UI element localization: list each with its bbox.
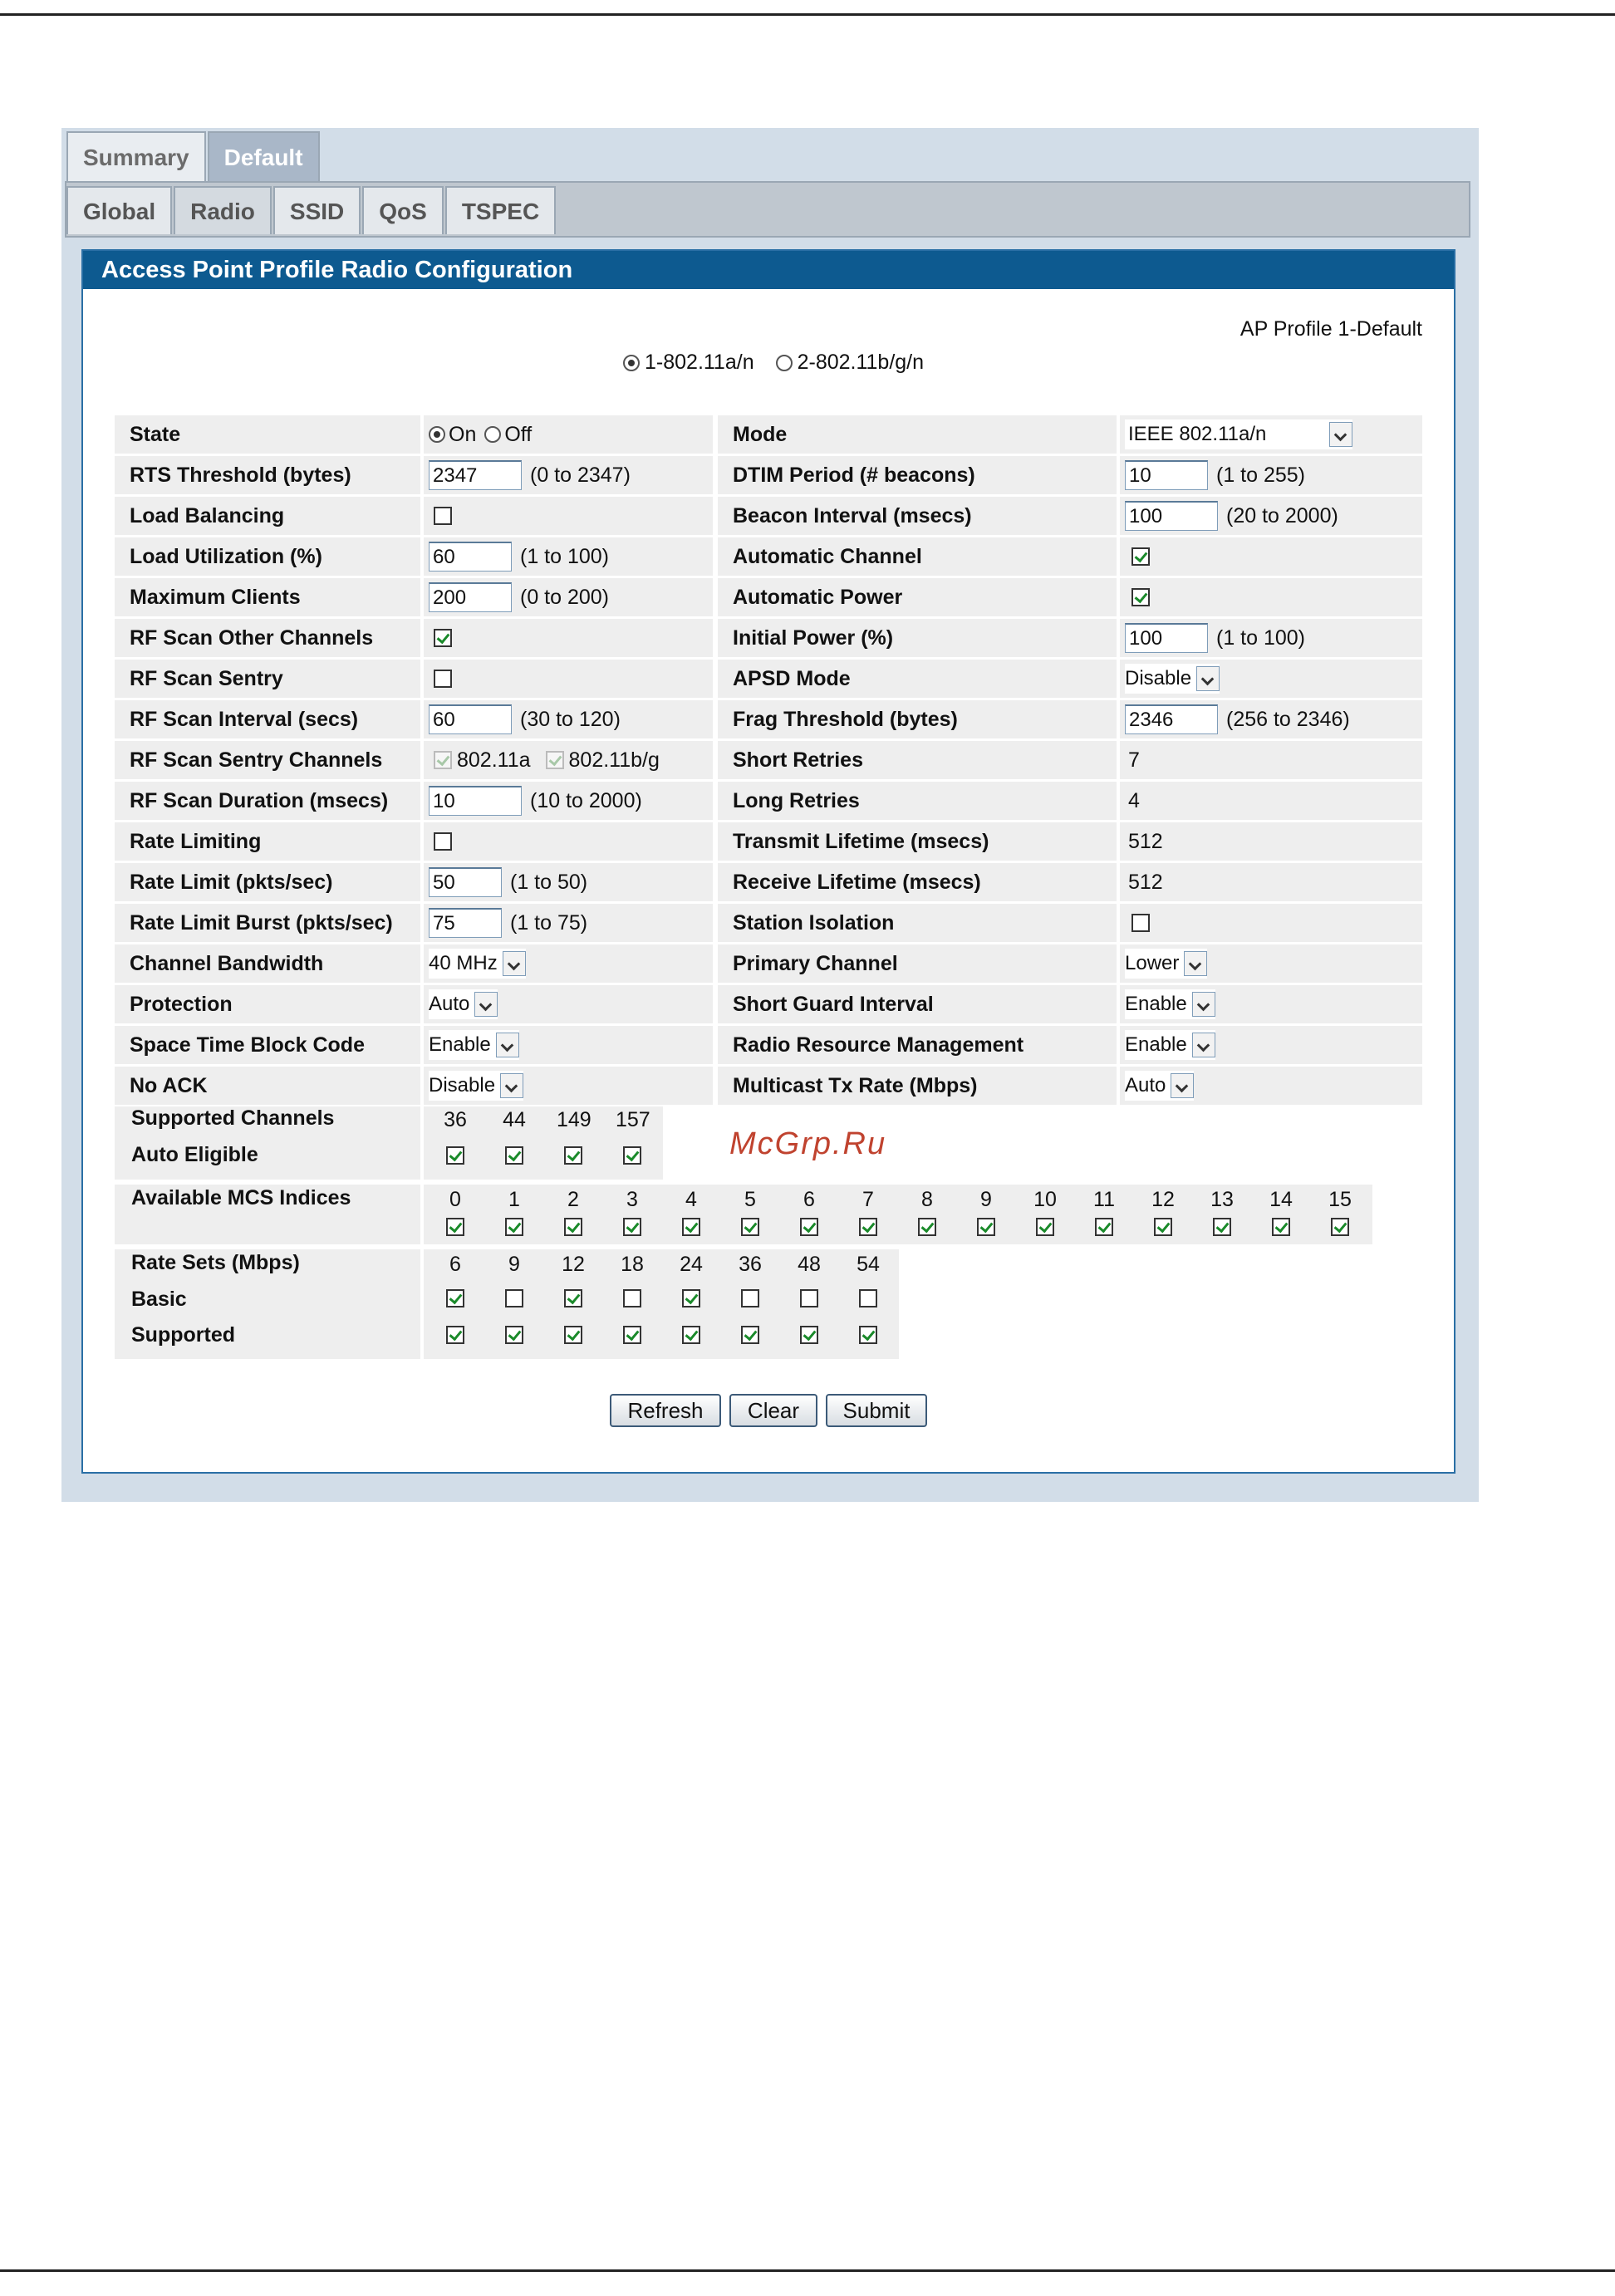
- load-utilization-label: Load Utilization (%): [115, 537, 420, 576]
- mcs-checkbox[interactable]: [800, 1218, 818, 1236]
- tab-ssid[interactable]: SSID: [273, 186, 361, 234]
- primary-channel-label: Primary Channel: [718, 944, 1117, 983]
- submit-button[interactable]: Submit: [826, 1394, 927, 1427]
- radio-interface-selector: [623, 351, 924, 375]
- station-isolation-field: [1120, 904, 1422, 942]
- rate-header: 18: [621, 1253, 644, 1276]
- mcs-header: 8: [921, 1188, 933, 1211]
- rf-scan-interval-label: RF Scan Interval (secs): [115, 700, 420, 738]
- rate-limit-range: (1 to 50): [510, 870, 588, 894]
- chevron-down-icon: [474, 992, 498, 1017]
- tab-summary[interactable]: Summary: [66, 131, 206, 181]
- mcs-header: 11: [1093, 1188, 1115, 1211]
- mcs-checkbox[interactable]: [1036, 1218, 1054, 1236]
- beacon-field: [1120, 497, 1422, 535]
- short-guard-label: Short Guard Interval: [718, 985, 1117, 1023]
- mcs-header: 13: [1210, 1188, 1234, 1211]
- rate-sets-label-box: [115, 1249, 420, 1359]
- rate-header: 6: [449, 1253, 461, 1276]
- basic-rate-checkbox[interactable]: [446, 1289, 464, 1307]
- protection-label: Protection: [115, 985, 420, 1023]
- rate-limit-field: [424, 863, 713, 901]
- mcs-header: 4: [685, 1188, 697, 1211]
- basic-rate-checkbox[interactable]: [623, 1289, 641, 1307]
- rf-scan-sentry-checkbox[interactable]: [434, 670, 452, 688]
- no-ack-field: [424, 1067, 713, 1105]
- tab-global[interactable]: Global: [66, 186, 172, 234]
- stbc-select[interactable]: [429, 1030, 519, 1060]
- channel-bandwidth-label: Channel Bandwidth: [115, 944, 420, 983]
- rrm-select[interactable]: [1125, 1030, 1215, 1060]
- mcs-header: 3: [626, 1188, 638, 1211]
- apsd-select[interactable]: [1125, 664, 1220, 694]
- tab-default[interactable]: Default: [208, 131, 320, 181]
- rx-lifetime-field: [1120, 863, 1422, 901]
- state-off-radio[interactable]: [484, 426, 501, 443]
- rate-header: 36: [739, 1253, 762, 1276]
- supported-channels-grid: [424, 1106, 663, 1180]
- mode-select[interactable]: [1125, 419, 1352, 449]
- no-ack-label: No ACK: [115, 1067, 420, 1105]
- supported-label: Supported: [131, 1323, 235, 1347]
- stbc-field: [424, 1026, 713, 1064]
- rate-limit-burst-range: (1 to 75): [510, 910, 588, 935]
- channel-bandwidth-select[interactable]: [429, 949, 526, 979]
- mcs-header: 12: [1151, 1188, 1175, 1211]
- sentry-802-11bg-checkbox[interactable]: [546, 751, 564, 769]
- chevron-down-icon: [1192, 1033, 1215, 1057]
- multicast-value: Auto: [1125, 1074, 1166, 1096]
- mcs-header: 0: [449, 1188, 461, 1211]
- rate-limit-burst-field: [424, 904, 713, 942]
- max-clients-input[interactable]: 200: [429, 582, 512, 612]
- auto-eligible-checkbox[interactable]: [623, 1146, 641, 1165]
- no-ack-value: Disable: [429, 1074, 496, 1096]
- supported-channels-label: Supported Channels: [131, 1106, 335, 1130]
- mcs-header: 2: [567, 1188, 579, 1211]
- multicast-label: Multicast Tx Rate (Mbps): [718, 1067, 1117, 1105]
- rf-scan-duration-label: RF Scan Duration (msecs): [115, 782, 420, 820]
- load-balancing-field: [424, 497, 713, 535]
- mcs-checkbox[interactable]: [446, 1218, 464, 1236]
- auto-eligible-label: Auto Eligible: [131, 1143, 258, 1166]
- basic-rate-checkbox[interactable]: [859, 1289, 877, 1307]
- tab-qos[interactable]: QoS: [362, 186, 444, 234]
- stbc-value: Enable: [429, 1033, 491, 1056]
- mcs-header: 1: [508, 1188, 520, 1211]
- mcs-checkbox[interactable]: [623, 1218, 641, 1236]
- state-on-radio[interactable]: [429, 426, 445, 443]
- max-clients-range: (0 to 200): [520, 585, 610, 609]
- panel-title: Access Point Profile Radio Configuration: [83, 251, 1454, 289]
- max-clients-field: [424, 578, 713, 616]
- auto-power-field: [1120, 578, 1422, 616]
- load-utilization-input[interactable]: 60: [429, 542, 512, 572]
- mode-label: Mode: [718, 415, 1117, 454]
- mcs-checkbox[interactable]: [1095, 1218, 1113, 1236]
- rrm-value: Enable: [1125, 1033, 1187, 1056]
- no-ack-select[interactable]: [429, 1071, 523, 1101]
- short-retries-value: 7: [1128, 748, 1140, 772]
- frag-label: Frag Threshold (bytes): [718, 700, 1117, 738]
- rate-sets-label: Rate Sets (Mbps): [131, 1251, 300, 1274]
- tx-lifetime-value: 512: [1128, 829, 1163, 853]
- mcs-header: 10: [1033, 1188, 1057, 1211]
- rate-limit-burst-label: Rate Limit Burst (pkts/sec): [115, 904, 420, 942]
- initial-power-field: [1120, 619, 1422, 657]
- chevron-down-icon: [503, 951, 526, 976]
- rx-lifetime-value: 512: [1128, 870, 1163, 894]
- rts-label: RTS Threshold (bytes): [115, 456, 420, 494]
- mcs-checkbox[interactable]: [505, 1218, 523, 1236]
- mcs-header: 7: [862, 1188, 874, 1211]
- multicast-field: [1120, 1067, 1422, 1105]
- rts-field: [424, 456, 713, 494]
- rf-scan-sentry-channels-label: RF Scan Sentry Channels: [115, 741, 420, 779]
- frag-range: (256 to 2346): [1226, 707, 1350, 731]
- rx-lifetime-label: Receive Lifetime (msecs): [718, 863, 1117, 901]
- primary-channel-select[interactable]: [1125, 949, 1207, 979]
- channel-bandwidth-field: [424, 944, 713, 983]
- auto-channel-field: [1120, 537, 1422, 576]
- mcs-checkbox[interactable]: [1154, 1218, 1172, 1236]
- mcs-checkbox[interactable]: [977, 1218, 995, 1236]
- primary-channel-value: Lower: [1125, 952, 1180, 974]
- radio-2-label: 2-802.11b/g/n: [797, 351, 925, 374]
- apsd-label: APSD Mode: [718, 660, 1117, 698]
- basic-rate-checkbox[interactable]: [564, 1289, 582, 1307]
- state-field: [424, 415, 713, 454]
- protection-value: Auto: [429, 993, 470, 1015]
- chevron-down-icon: [1192, 992, 1215, 1017]
- state-off-label: Off: [504, 422, 533, 446]
- supported-rate-checkbox[interactable]: [564, 1326, 582, 1344]
- rts-input[interactable]: 2347: [429, 460, 522, 490]
- watermark: McGrp.Ru: [729, 1126, 887, 1161]
- tab-tspec[interactable]: TSPEC: [445, 186, 556, 234]
- rate-header: 24: [680, 1253, 703, 1276]
- rate-sets-grid: [424, 1249, 899, 1359]
- clear-button[interactable]: Clear: [729, 1394, 817, 1427]
- channel-header: 44: [503, 1108, 526, 1131]
- rrm-field: [1120, 1026, 1422, 1064]
- bottom-rule: [0, 2269, 1615, 2272]
- sentry-802-11a-label: 802.11a: [457, 748, 531, 772]
- rate-limiting-field: [424, 822, 713, 861]
- auto-eligible-checkbox[interactable]: [505, 1146, 523, 1165]
- rts-range: (0 to 2347): [530, 463, 631, 487]
- mcs-header: 6: [803, 1188, 815, 1211]
- basic-rate-checkbox[interactable]: [800, 1289, 818, 1307]
- rf-scan-sentry-label: RF Scan Sentry: [115, 660, 420, 698]
- supported-channels-label-box: [115, 1106, 420, 1180]
- load-balancing-checkbox[interactable]: [434, 507, 452, 525]
- mcs-header: 5: [744, 1188, 756, 1211]
- refresh-button[interactable]: Refresh: [610, 1394, 721, 1427]
- supported-rate-checkbox[interactable]: [859, 1326, 877, 1344]
- basic-label: Basic: [131, 1288, 187, 1311]
- load-utilization-field: [424, 537, 713, 576]
- mcs-checkbox[interactable]: [1272, 1218, 1290, 1236]
- rate-header: 48: [798, 1253, 821, 1276]
- load-utilization-range: (1 to 100): [520, 544, 610, 568]
- rate-header: 9: [508, 1253, 520, 1276]
- supported-rate-checkbox[interactable]: [741, 1326, 759, 1344]
- rate-limit-input[interactable]: 50: [429, 867, 502, 897]
- rate-header: 12: [562, 1253, 585, 1276]
- channel-header: 157: [616, 1108, 650, 1131]
- basic-rate-checkbox[interactable]: [682, 1289, 700, 1307]
- supported-rate-checkbox[interactable]: [682, 1326, 700, 1344]
- mcs-header: 15: [1328, 1188, 1352, 1211]
- state-on-label: On: [449, 422, 477, 446]
- rf-scan-duration-field: [424, 782, 713, 820]
- rate-limiting-checkbox[interactable]: [434, 832, 452, 851]
- initial-power-range: (1 to 100): [1216, 626, 1306, 650]
- short-retries-label: Short Retries: [718, 741, 1117, 779]
- radio-2-button[interactable]: [776, 355, 793, 371]
- auto-power-checkbox[interactable]: [1131, 588, 1150, 606]
- station-isolation-checkbox[interactable]: [1131, 914, 1150, 932]
- short-guard-field: [1120, 985, 1422, 1023]
- rf-scan-interval-input[interactable]: 60: [429, 704, 512, 734]
- mode-field: [1120, 415, 1422, 454]
- auto-eligible-checkbox[interactable]: [446, 1146, 464, 1165]
- rf-scan-other-label: RF Scan Other Channels: [115, 619, 420, 657]
- mcs-checkbox[interactable]: [682, 1218, 700, 1236]
- sub-tab-bar: [65, 181, 1470, 238]
- radio-1-button[interactable]: [623, 355, 640, 371]
- apsd-field: [1120, 660, 1422, 698]
- auto-channel-checkbox[interactable]: [1131, 547, 1150, 566]
- chevron-down-icon: [1171, 1073, 1194, 1098]
- auto-channel-label: Automatic Channel: [718, 537, 1117, 576]
- rate-header: 54: [857, 1253, 880, 1276]
- primary-channel-field: [1120, 944, 1422, 983]
- rf-scan-interval-field: [424, 700, 713, 738]
- multicast-select[interactable]: [1125, 1071, 1194, 1101]
- sentry-802-11a-checkbox[interactable]: [434, 751, 452, 769]
- rf-scan-interval-range: (30 to 120): [520, 707, 621, 731]
- short-guard-select[interactable]: [1125, 989, 1215, 1019]
- mcs-checkbox[interactable]: [564, 1218, 582, 1236]
- beacon-label: Beacon Interval (msecs): [718, 497, 1117, 535]
- load-balancing-label: Load Balancing: [115, 497, 420, 535]
- long-retries-value: 4: [1128, 788, 1140, 812]
- mcs-checkbox[interactable]: [1213, 1218, 1231, 1236]
- rf-scan-sentry-field: [424, 660, 713, 698]
- long-retries-field: [1120, 782, 1422, 820]
- mcs-header: 14: [1269, 1188, 1293, 1211]
- frag-input[interactable]: 2346: [1125, 704, 1218, 734]
- initial-power-label: Initial Power (%): [718, 619, 1117, 657]
- rrm-label: Radio Resource Management: [718, 1026, 1117, 1064]
- station-isolation-label: Station Isolation: [718, 904, 1117, 942]
- auto-eligible-checkbox[interactable]: [564, 1146, 582, 1165]
- mcs-checkbox[interactable]: [741, 1218, 759, 1236]
- chevron-down-icon: [1329, 422, 1352, 447]
- top-rule: [0, 13, 1615, 16]
- channel-header: 149: [557, 1108, 592, 1131]
- supported-rate-checkbox[interactable]: [446, 1326, 464, 1344]
- supported-rate-checkbox[interactable]: [623, 1326, 641, 1344]
- protection-field: [424, 985, 713, 1023]
- supported-rate-checkbox[interactable]: [505, 1326, 523, 1344]
- radio-1-label: 1-802.11a/n: [645, 351, 754, 374]
- state-label: State: [115, 415, 420, 454]
- mcs-label-box: [115, 1185, 420, 1244]
- dtim-field: [1120, 456, 1422, 494]
- rf-scan-other-field: [424, 619, 713, 657]
- long-retries-label: Long Retries: [718, 782, 1117, 820]
- max-clients-label: Maximum Clients: [115, 578, 420, 616]
- beacon-input[interactable]: 100: [1125, 501, 1218, 531]
- mode-value: IEEE 802.11a/n: [1128, 423, 1267, 445]
- chevron-down-icon: [1184, 951, 1207, 976]
- sentry-802-11bg-label: 802.11b/g: [568, 748, 660, 772]
- auto-power-label: Automatic Power: [718, 578, 1117, 616]
- dtim-label: DTIM Period (# beacons): [718, 456, 1117, 494]
- rf-scan-other-checkbox[interactable]: [434, 629, 452, 647]
- initial-power-input[interactable]: 100: [1125, 623, 1208, 653]
- chevron-down-icon: [1196, 666, 1220, 691]
- basic-rate-checkbox[interactable]: [741, 1289, 759, 1307]
- tab-radio[interactable]: Radio: [174, 186, 272, 234]
- mcs-header: 9: [980, 1188, 992, 1211]
- channel-header: 36: [444, 1108, 467, 1131]
- top-tab-bar: [66, 131, 322, 184]
- rate-limit-burst-input[interactable]: 75: [429, 908, 502, 938]
- mcs-checkbox[interactable]: [859, 1218, 877, 1236]
- mcs-label: Available MCS Indices: [131, 1186, 351, 1209]
- chevron-down-icon: [496, 1033, 519, 1057]
- tx-lifetime-label: Transmit Lifetime (msecs): [718, 822, 1117, 861]
- mcs-checkbox[interactable]: [1331, 1218, 1349, 1236]
- rate-limit-label: Rate Limit (pkts/sec): [115, 863, 420, 901]
- rate-limiting-label: Rate Limiting: [115, 822, 420, 861]
- rf-scan-sentry-channels-field: [424, 741, 713, 779]
- rf-scan-duration-range: (10 to 2000): [530, 788, 642, 812]
- channel-bandwidth-value: 40 MHz: [429, 952, 498, 974]
- mcs-grid: [424, 1185, 1372, 1244]
- short-guard-value: Enable: [1125, 993, 1187, 1015]
- apsd-value: Disable: [1125, 667, 1192, 689]
- protection-select[interactable]: [429, 989, 498, 1019]
- dtim-input[interactable]: 10: [1125, 460, 1208, 490]
- ap-profile-label: AP Profile 1-Default: [1239, 317, 1422, 341]
- short-retries-field: [1120, 741, 1422, 779]
- dtim-range: (1 to 255): [1216, 463, 1306, 487]
- rf-scan-duration-input[interactable]: 10: [429, 786, 522, 816]
- beacon-range: (20 to 2000): [1226, 503, 1338, 527]
- tx-lifetime-field: [1120, 822, 1422, 861]
- mcs-checkbox[interactable]: [918, 1218, 936, 1236]
- basic-rate-checkbox[interactable]: [505, 1289, 523, 1307]
- supported-rate-checkbox[interactable]: [800, 1326, 818, 1344]
- frag-field: [1120, 700, 1422, 738]
- chevron-down-icon: [500, 1073, 523, 1098]
- stbc-label: Space Time Block Code: [115, 1026, 420, 1064]
